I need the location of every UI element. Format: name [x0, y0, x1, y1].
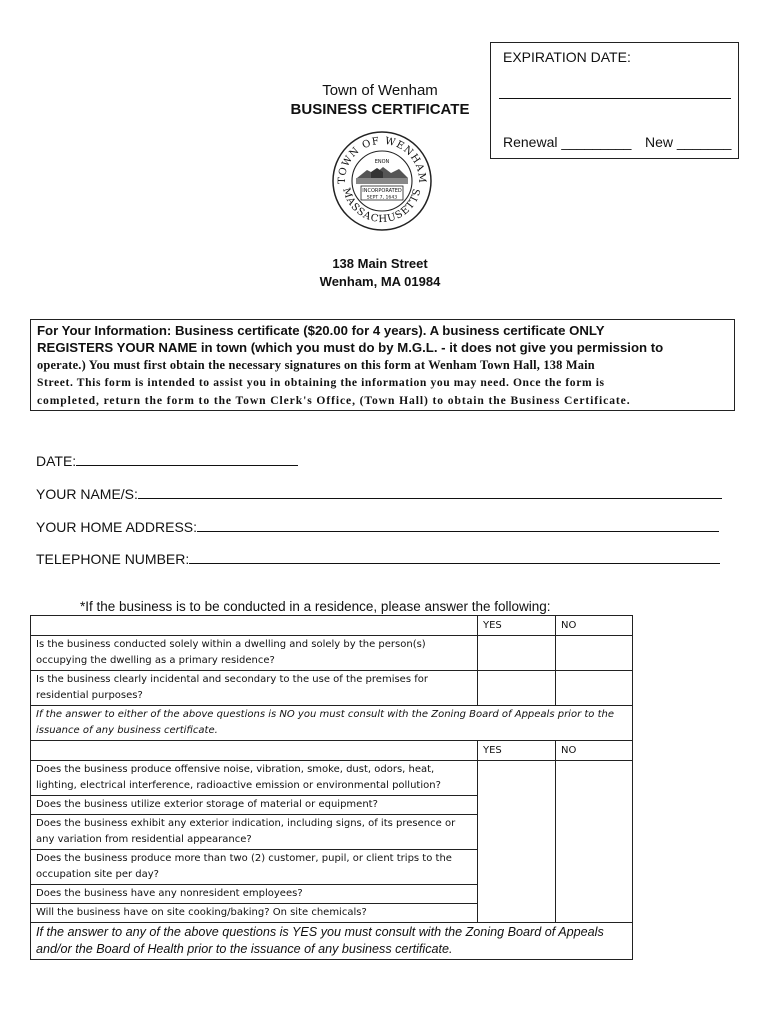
no-answer-cell[interactable] — [556, 671, 633, 706]
question-text: Will the business have on site cooking/baking? On site chemicals? — [31, 904, 478, 923]
date-field — [36, 453, 298, 469]
town-name: Town of Wenham — [322, 82, 438, 99]
no-answer-cell[interactable] — [556, 761, 633, 923]
info-line: For Your Information: Business certificate ($20.00 for 4 years). A business certificate ONLY — [37, 323, 605, 338]
table-row — [31, 706, 633, 741]
yes-answer-cell[interactable] — [478, 761, 556, 923]
new-field[interactable]: New _______ — [645, 134, 732, 150]
info-line: Street. This form is intended to assist you in obtaining the information you may need. Once the form is — [37, 376, 605, 389]
question-text: Is the business clearly incidental and secondary to the use of the premises for residential purposes? — [31, 671, 478, 706]
seal-scene-icon — [356, 167, 408, 184]
home-address-label: YOUR HOME ADDRESS: — [36, 519, 198, 535]
date-input-line[interactable] — [76, 453, 298, 466]
zoning-health-note: If the answer to any of the above questions is YES you must consult with the Zoning Board of Appeals and/or the Board of Health prior to the issuance of any business certificate. — [31, 923, 633, 960]
seal-ring-bottom-text: MASSACHUSETTS — [340, 186, 424, 226]
phone-input-line[interactable] — [189, 551, 720, 564]
yes-header: YES — [478, 741, 556, 761]
table-header-row — [31, 616, 633, 636]
info-line: completed, return the form to the Town Clerk's Office, (Town Hall) to obtain the Business Certificate. — [37, 394, 631, 407]
table-header-row — [31, 741, 633, 761]
info-line: operate.) You must first obtain the necessary signatures on this form at Wenham Town Hall, 138 Main — [37, 358, 595, 372]
town-seal — [331, 130, 433, 232]
table-row — [31, 923, 633, 960]
expiration-date-line[interactable] — [499, 98, 731, 99]
page-title: BUSINESS CERTIFICATE — [290, 101, 470, 118]
home-address-input-line[interactable] — [197, 519, 719, 532]
table-cell — [31, 741, 478, 761]
question-text: Does the business produce more than two (2) customer, pupil, or client trips to the occupation site per day? — [31, 850, 478, 885]
yes-answer-cell[interactable] — [478, 671, 556, 706]
question-text: Is the business conducted solely within a dwelling and solely by the person(s) occupying the dwelling as a primary residence? — [31, 636, 478, 671]
phone-label: TELEPHONE NUMBER: — [36, 551, 190, 567]
home-address-field — [36, 519, 719, 535]
info-line: REGISTERS YOUR NAME in town (which you must do by M.G.L. - it does not give you permission to — [37, 340, 664, 355]
residence-questions-table — [30, 615, 633, 960]
street-address: 138 Main Street — [332, 256, 428, 271]
table-cell — [31, 616, 478, 636]
table-row — [31, 636, 633, 671]
name-label: YOUR NAME/S: — [36, 486, 138, 502]
table-row — [31, 761, 633, 796]
name-field — [36, 486, 722, 502]
question-text: Does the business exhibit any exterior indication, including signs, of its presence or any variation from residential appearance? — [31, 815, 478, 850]
question-text: Does the business utilize exterior storage of material or equipment? — [31, 796, 478, 815]
renewal-field[interactable]: Renewal _________ — [503, 134, 632, 150]
name-input-line[interactable] — [138, 486, 722, 499]
no-answer-cell[interactable] — [556, 636, 633, 671]
seal-banner-line2: SEPT 7, 1643 — [366, 195, 398, 201]
yes-answer-cell[interactable] — [478, 636, 556, 671]
city-address: Wenham, MA 01984 — [319, 274, 441, 289]
information-box — [30, 319, 735, 411]
seal-ring-top-text: TOWN OF WENHAM — [336, 135, 428, 185]
date-label: DATE: — [36, 453, 77, 469]
seal-banner-line1: INCORPORATED — [362, 188, 402, 194]
no-header: NO — [556, 741, 633, 761]
question-text: Does the business have any nonresident employees? — [31, 885, 478, 904]
yes-header: YES — [478, 616, 556, 636]
seal-inner-top-text: ENON — [374, 159, 390, 165]
phone-field — [36, 551, 720, 567]
no-header: NO — [556, 616, 633, 636]
residence-note: *If the business is to be conducted in a residence, please answer the following: — [80, 599, 551, 614]
question-text: Does the business produce offensive noise, vibration, smoke, dust, odors, heat, lighting, electrical interference, radioactive emission or environmental pollution? — [31, 761, 478, 796]
zoning-note: If the answer to either of the above questions is NO you must consult with the Zoning Board of Appeals prior to the issuance of any business certificate. — [31, 706, 633, 741]
table-row — [31, 671, 633, 706]
expiration-date-label: EXPIRATION DATE: — [503, 49, 631, 65]
